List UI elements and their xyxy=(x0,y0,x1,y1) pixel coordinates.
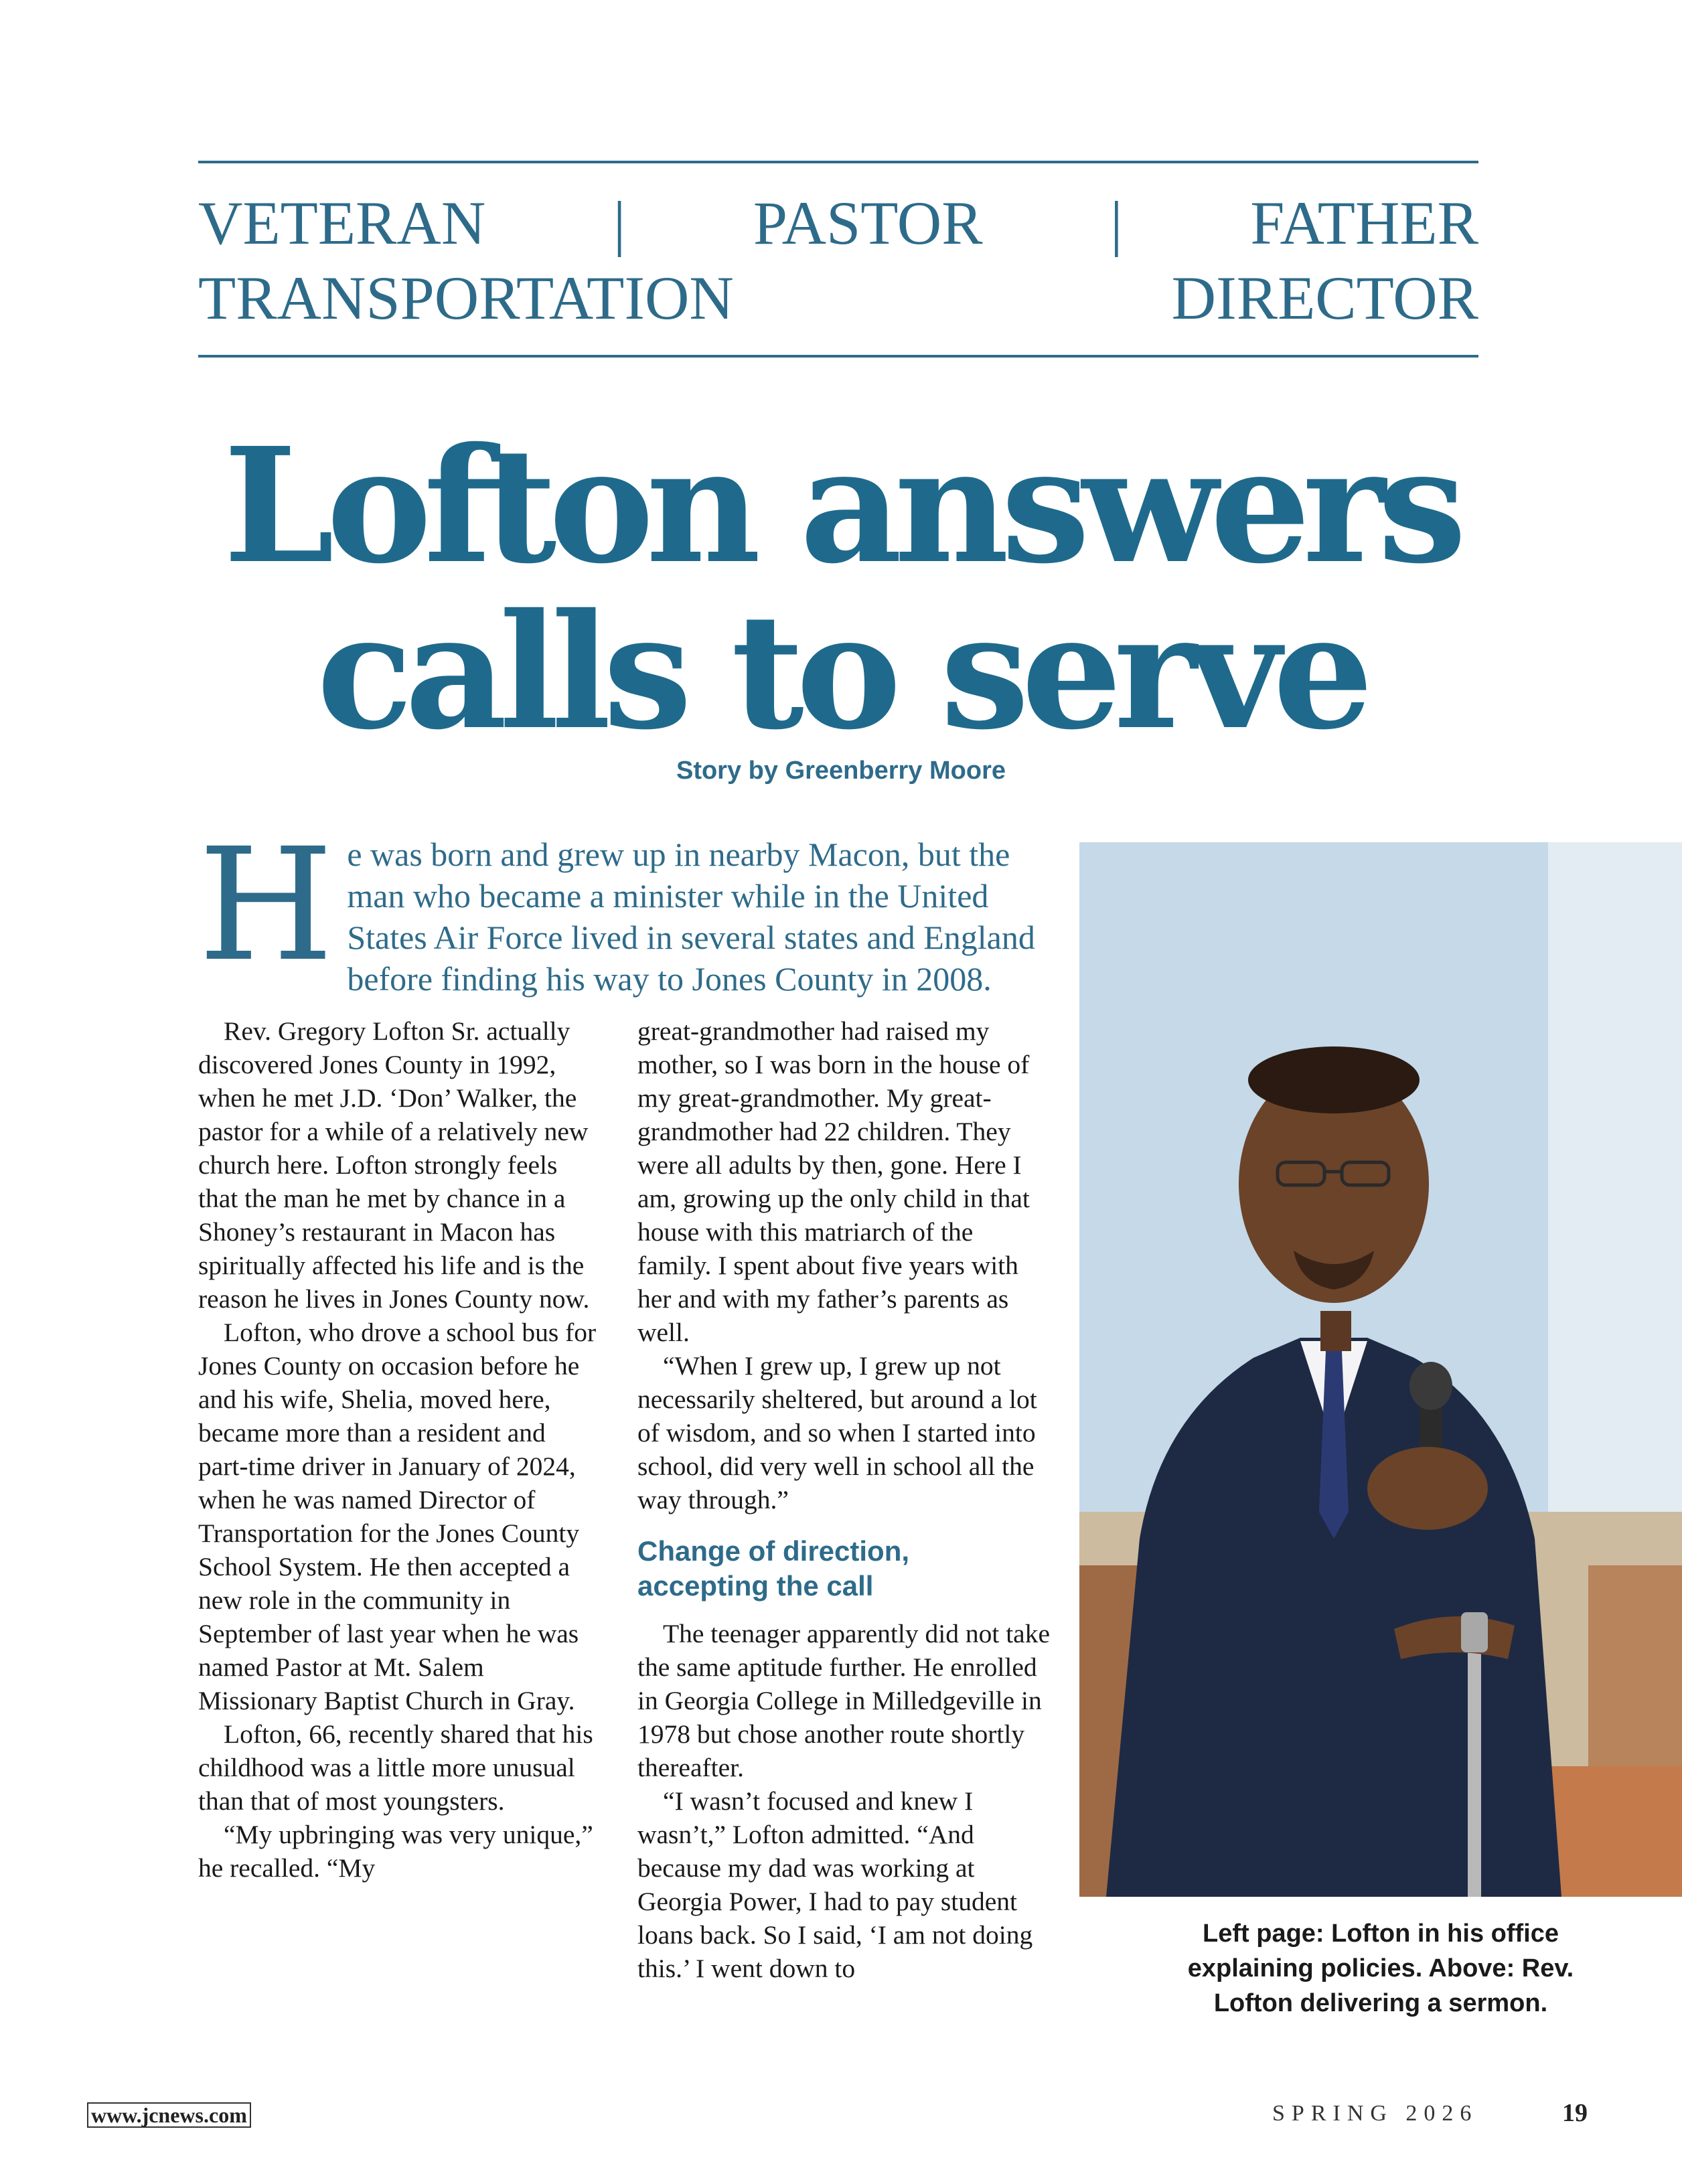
caption-line-1: Left page: Lofton in his office xyxy=(1203,1920,1559,1948)
kicker-line-1: VETERAN | PASTOR | FATHER xyxy=(198,189,1478,257)
footer-url[interactable]: www.jcnews.com xyxy=(87,2102,251,2128)
caption-line-3: Lofton delivering a sermon. xyxy=(1213,1989,1548,2017)
headline-line-2: calls to serve xyxy=(316,578,1366,765)
paragraph: “My upbringing was very unique,” he recalled. “My xyxy=(198,1820,593,1883)
paragraph: Lofton, 66, recently shared that his childhood was a little more unusual than that of most youngsters. xyxy=(198,1719,593,1816)
article-column-1 xyxy=(198,1014,600,1885)
paragraph: Rev. Gregory Lofton Sr. actually discovered Jones County in 1992, when he met J.D. ‘Don’ Walker, the pastor for a while of a relatively new church here. Lofton strongly feels that the man he met by chance in a Shoney’s restaurant in Macon has spiritually affected his life and is the reason he lives in Jones County now. xyxy=(198,1016,590,1314)
paragraph: great-grandmother had raised my mother, so I was born in the house of my great-grandmother. My great-grandmother had 22 children. They were all adults by then, gone. Here I am, growing up the only child in that house with this matriarch of the family. I spent about five years with her and with my father’s parents as well. xyxy=(637,1016,1030,1347)
footer-season: SPRING 2026 xyxy=(1272,2101,1478,2126)
bottom-rule xyxy=(198,355,1478,358)
headline-line-1: Lofton answers xyxy=(223,412,1459,599)
paragraph: Lofton, who drove a school bus for Jones County on occasion before he and his wife, Shelia, moved here, became more than a resident and part-time driver in January of 2024, when he was named Director of Transportation for the Jones County School System. He then accepted a new role in the community in September of last year when he was named Pastor at Mt. Salem Missionary Baptist Church in Gray. xyxy=(198,1318,597,1715)
byline: Story by Greenberry Moore xyxy=(676,757,1006,785)
drop-cap: H xyxy=(198,815,334,996)
paragraph: The teenager apparently did not take the same aptitude further. He enrolled in Georgia College in Milledgeville in 1978 but chose another route shortly thereafter. xyxy=(637,1619,1050,1782)
photo-caption xyxy=(1079,1916,1682,2021)
caption-line-2: explaining policies. Above: Rev. xyxy=(1187,1954,1574,1982)
subhead-line-2: accepting the call xyxy=(637,1570,874,1602)
paragraph: “I wasn’t focused and knew I wasn’t,” Lofton admitted. “And because my dad was working at Georgia Power, I had to pay student loans back. So I said, ‘I am not doing this.’ I went down to xyxy=(637,1786,1033,1983)
article-column-2 xyxy=(637,1014,1053,1985)
paragraph: “When I grew up, I grew up not necessarily sheltered, but around a lot of wisdom, and so when I started into school, did very well in school all the way through.” xyxy=(637,1351,1037,1514)
page-number: 19 xyxy=(1562,2099,1588,2127)
photo-lofton-sermon xyxy=(1079,842,1682,1897)
subhead-line-1: Change of direction, xyxy=(637,1535,910,1567)
photo-illustration xyxy=(1079,842,1682,1897)
kicker-line-2: TRANSPORTATION DIRECTOR xyxy=(198,264,1478,332)
lede-text: e was born and grew up in nearby Macon, but the man who became a minister while in the United States Air Force lived in several states and England before finding his way to Jones County in 2008. xyxy=(347,836,1035,998)
subhead xyxy=(637,1534,1053,1604)
top-rule xyxy=(198,161,1478,163)
lede-paragraph xyxy=(198,815,1055,1000)
